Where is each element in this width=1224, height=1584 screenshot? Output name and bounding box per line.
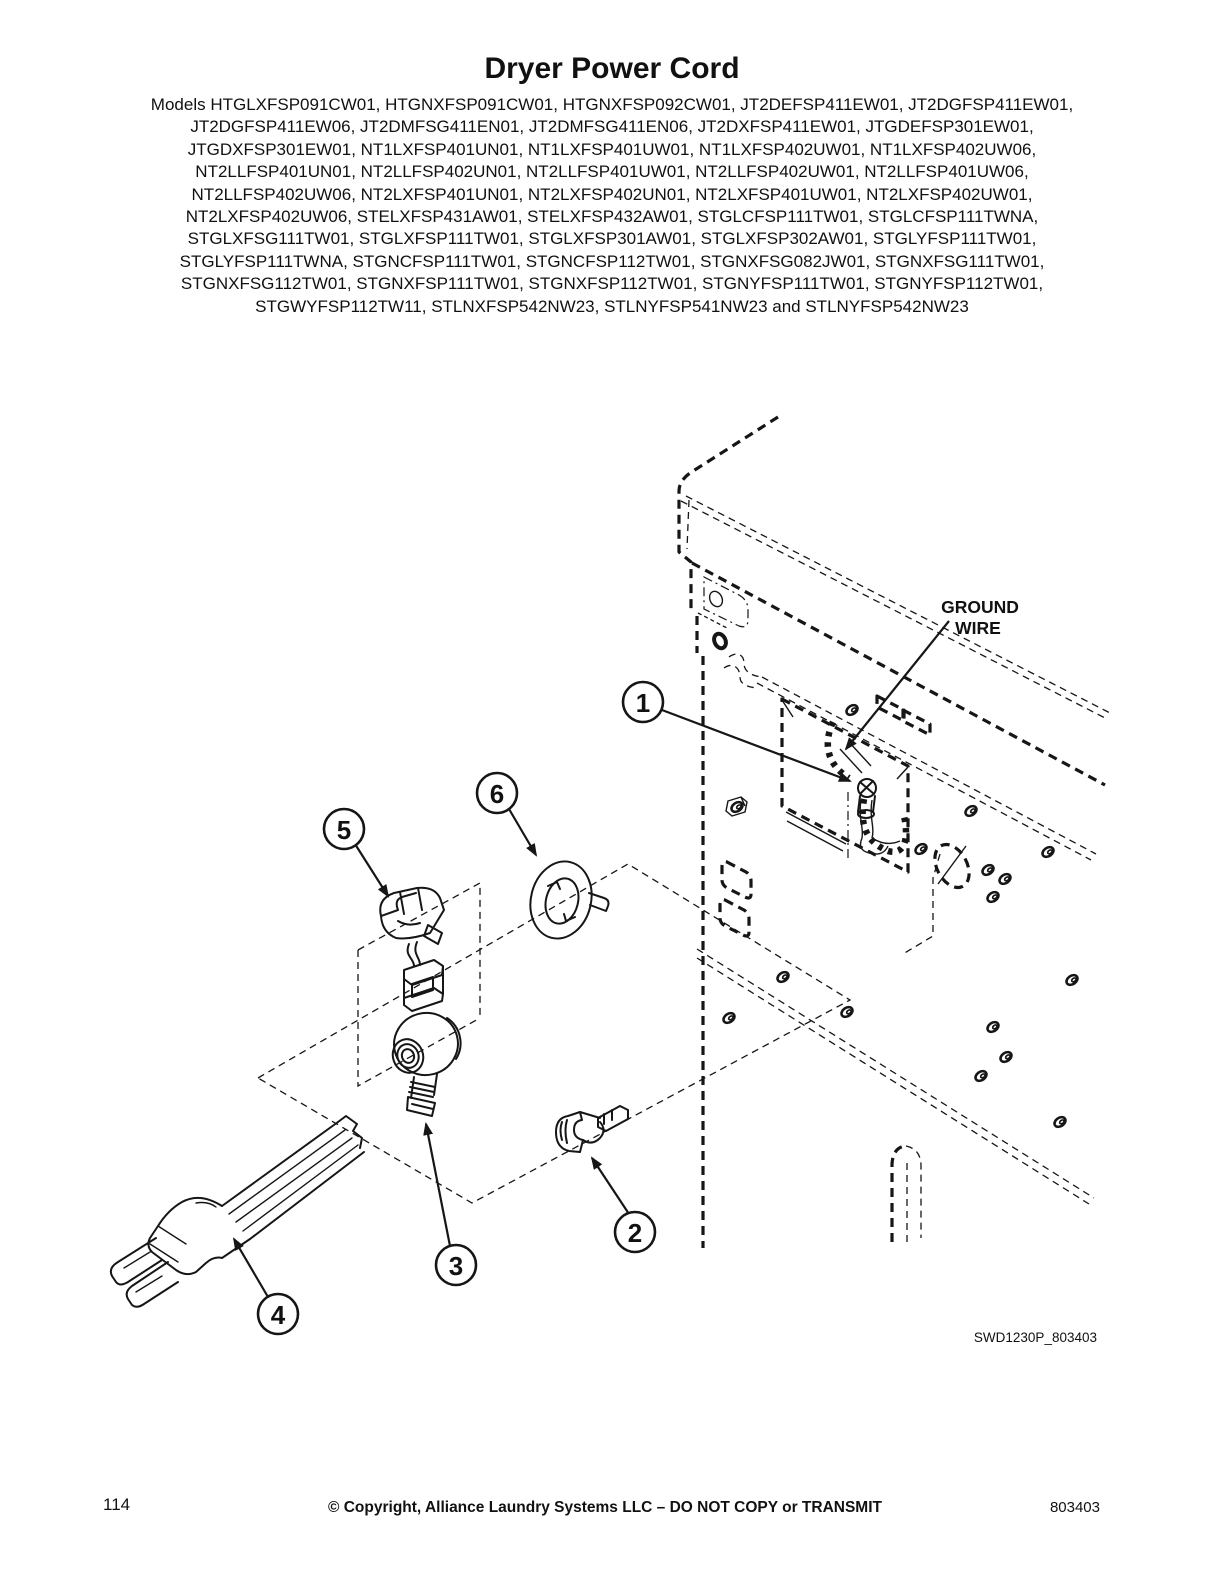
model-line: JTGDXFSP301EW01, NT1LXFSP401UN01, NT1LXFSP401UW01, NT1LXFSP402UW01, NT1LXFSP402UW06, [187, 139, 1037, 159]
strain-relief-clamp [380, 888, 444, 1011]
ground-wire-label-line1: GROUND [941, 597, 1019, 617]
page-title: Dryer Power Cord [484, 52, 740, 85]
callout-5-arrow [355, 844, 388, 896]
retaining-ring [522, 855, 608, 945]
ground-wire-label [846, 597, 1019, 749]
callout-2 [615, 1212, 655, 1252]
model-line: STGLXFSG111TW01, STGLXFSP111TW01, STGLXFSP301AW01, STGLXFSP302AW01, STGLYFSP111TW01, [187, 229, 1037, 249]
callout-4-arrow [234, 1239, 268, 1297]
cabinet-outline [679, 417, 1112, 1248]
model-line: Models HTGLXFSP091CW01, HTGNXFSP091CW01, HTGNXFSP092CW01, JT2DEFSP411EW01, JT2DGFSP411EW01, [150, 95, 1074, 114]
callout-3 [436, 1245, 476, 1285]
svg-text:1: 1 [635, 688, 651, 718]
svg-text:3: 3 [448, 1251, 464, 1281]
callout-3-arrow [426, 1124, 450, 1246]
ground-wire-terminal [840, 742, 900, 854]
copyright-notice: © Copyright, Alliance Laundry Systems LLC – DO NOT COPY or TRANSMIT [328, 1499, 882, 1516]
page-number: 114 [103, 1495, 131, 1514]
model-line: NT2LLFSP401UN01, NT2LLFSP402UN01, NT2LLFSP401UW01, NT2LLFSP402UW01, NT2LLFSP401UW06, [195, 162, 1029, 182]
callout-1 [623, 682, 663, 722]
callout-leaders [234, 710, 850, 1297]
svg-text:5: 5 [336, 815, 352, 845]
callout-6-arrow [509, 809, 536, 855]
model-line: JT2DGFSP411EW06, JT2DMFSG411EN01, JT2DMFSG411EN06, JT2DXFSP411EW01, JTGDEFSP301EW01, [190, 117, 1034, 137]
model-line: STGNXFSG112TW01, STGNXFSP111TW01, STGNXFSP112TW01, STGNYFSP111TW01, STGNYFSP112TW01, [180, 274, 1044, 294]
callout-4 [258, 1294, 298, 1334]
panel-hole [712, 632, 728, 650]
ground-wire-label-line2: WIRE [955, 618, 1001, 638]
cord-bushing [387, 1006, 465, 1116]
panel-holes [722, 703, 1080, 1129]
figure-code: SWD1230P_803403 [973, 1330, 1097, 1345]
terminal-block-opening [782, 699, 908, 872]
model-line: STGLYFSP111TWNA, STGNCFSP111TW01, STGNCFSP112TW01, STGNXFSG082JW01, STGNXFSG111TW01, [179, 251, 1045, 271]
callout-2-arrow [592, 1158, 629, 1214]
document-number: 803403 [1049, 1499, 1100, 1516]
model-line: NT2LLFSP402UW06, NT2LXFSP401UN01, NT2LXFSP402UN01, NT2LXFSP401UW01, NT2LXFSP402UW01, [191, 184, 1033, 204]
svg-text:4: 4 [270, 1300, 286, 1330]
exploded-planes [258, 864, 850, 1203]
power-cord-plug [111, 1116, 364, 1307]
ground-wire-leader-arrow [846, 621, 949, 749]
svg-text:6: 6 [489, 779, 505, 809]
callout-6 [477, 773, 517, 813]
model-line: STGWYFSP112TW11, STLNXFSP542NW23, STLNYFSP541NW23 and STLNYFSP542NW23 [255, 296, 969, 316]
bracket-hole [707, 589, 725, 609]
svg-text:2: 2 [627, 1218, 643, 1248]
wire-clip [556, 1106, 628, 1152]
callout-5 [324, 809, 364, 849]
model-line: NT2LXFSP402UW06, STELXFSP431AW01, STELXFSP432AW01, STGLCFSP111TW01, STGLCFSP111TWNA, [185, 207, 1039, 227]
